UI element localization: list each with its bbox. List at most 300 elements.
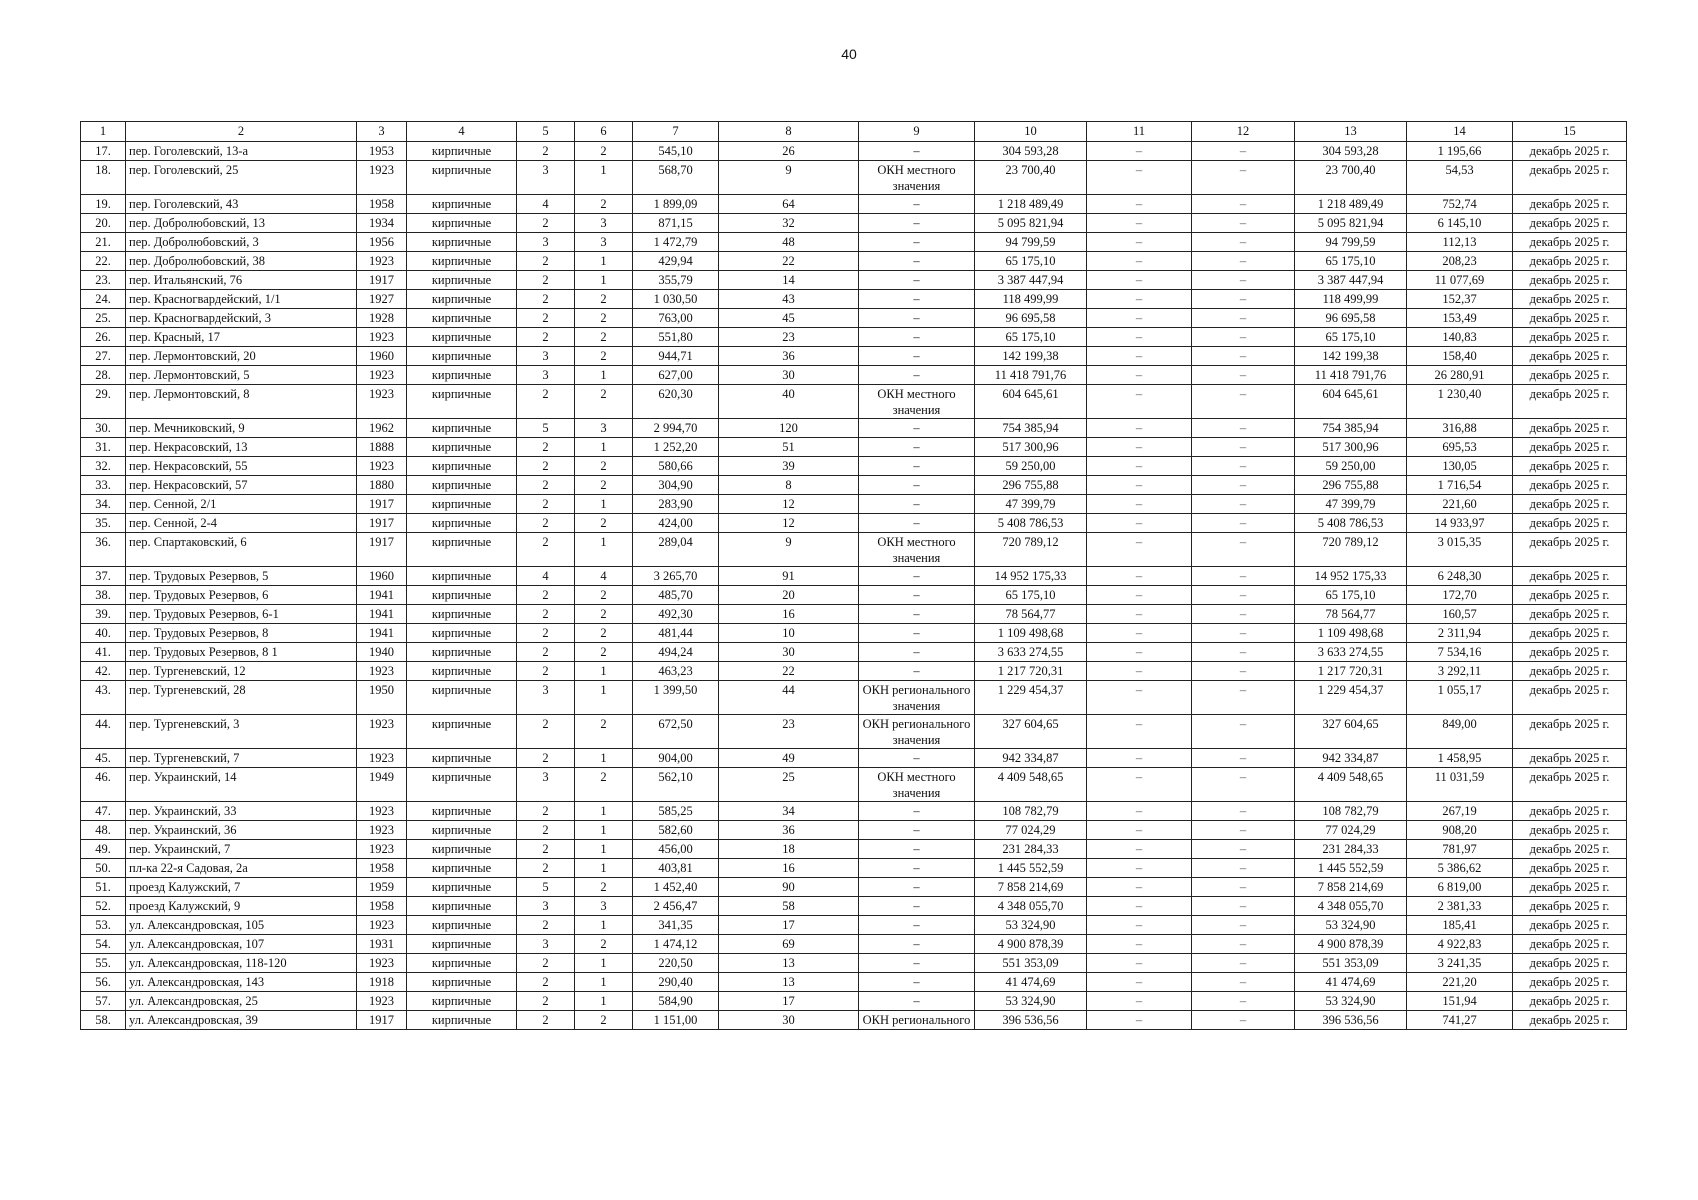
residents-cell: 26 — [719, 142, 859, 161]
wall-material-cell: кирпичные — [407, 954, 517, 973]
cost-col-12-cell: – — [1192, 605, 1295, 624]
wall-material-cell: кирпичные — [407, 309, 517, 328]
cost-total-cell: 304 593,28 — [975, 142, 1087, 161]
column-header-8: 8 — [719, 122, 859, 142]
address-cell: пер. Добролюбовский, 3 — [126, 233, 357, 252]
cost-col-12-cell: – — [1192, 662, 1295, 681]
area-cell: 429,94 — [633, 252, 719, 271]
column-header-13: 13 — [1295, 122, 1407, 142]
deadline-cell: декабрь 2025 г. — [1513, 643, 1627, 662]
floors-cell: 2 — [517, 142, 575, 161]
cost-col-12-cell: – — [1192, 419, 1295, 438]
row-number-cell: 21. — [81, 233, 126, 252]
cost-total-cell: 4 900 878,39 — [975, 935, 1087, 954]
deadline-cell: декабрь 2025 г. — [1513, 821, 1627, 840]
column-header-5: 5 — [517, 122, 575, 142]
row-number-cell: 30. — [81, 419, 126, 438]
entrances-cell: 1 — [575, 366, 633, 385]
deadline-cell: декабрь 2025 г. — [1513, 347, 1627, 366]
year-built-cell: 1923 — [357, 252, 407, 271]
area-cell: 2 994,70 — [633, 419, 719, 438]
cost-col-12-cell: – — [1192, 347, 1295, 366]
deadline-cell: декабрь 2025 г. — [1513, 161, 1627, 195]
heritage-status-cell: ОКН местного значения — [859, 768, 975, 802]
row-number-cell: 22. — [81, 252, 126, 271]
table-row — [81, 935, 1627, 954]
row-number-cell: 29. — [81, 385, 126, 419]
wall-material-cell: кирпичные — [407, 897, 517, 916]
heritage-status-cell: – — [859, 271, 975, 290]
cost-total-cell: 1 109 498,68 — [975, 624, 1087, 643]
cost-total-cell: 604 645,61 — [975, 385, 1087, 419]
entrances-cell: 2 — [575, 457, 633, 476]
deadline-cell: декабрь 2025 г. — [1513, 916, 1627, 935]
area-cell: 304,90 — [633, 476, 719, 495]
entrances-cell: 2 — [575, 347, 633, 366]
column-header-3: 3 — [357, 122, 407, 142]
heritage-status-cell: – — [859, 514, 975, 533]
cost-col-11-cell: – — [1087, 715, 1192, 749]
cost-col-11-cell: – — [1087, 533, 1192, 567]
column-header-12: 12 — [1192, 122, 1295, 142]
floors-cell: 2 — [517, 802, 575, 821]
cost-col-11-cell: – — [1087, 916, 1192, 935]
cost-col-13-cell: 1 229 454,37 — [1295, 681, 1407, 715]
floors-cell: 2 — [517, 992, 575, 1011]
cost-total-cell: 231 284,33 — [975, 840, 1087, 859]
cost-col-11-cell: – — [1087, 1011, 1192, 1030]
deadline-cell: декабрь 2025 г. — [1513, 567, 1627, 586]
deadline-cell: декабрь 2025 г. — [1513, 476, 1627, 495]
address-cell: пер. Красногвардейский, 1/1 — [126, 290, 357, 309]
row-number-cell: 31. — [81, 438, 126, 457]
row-number-cell: 26. — [81, 328, 126, 347]
cost-per-unit-cell: 172,70 — [1407, 586, 1513, 605]
residents-cell: 12 — [719, 514, 859, 533]
table-row — [81, 347, 1627, 366]
cost-total-cell: 142 199,38 — [975, 347, 1087, 366]
cost-col-12-cell: – — [1192, 1011, 1295, 1030]
deadline-cell: декабрь 2025 г. — [1513, 897, 1627, 916]
floors-cell: 2 — [517, 954, 575, 973]
wall-material-cell: кирпичные — [407, 662, 517, 681]
year-built-cell: 1923 — [357, 954, 407, 973]
deadline-cell: декабрь 2025 г. — [1513, 878, 1627, 897]
residents-cell: 18 — [719, 840, 859, 859]
cost-col-11-cell: – — [1087, 662, 1192, 681]
cost-total-cell: 1 229 454,37 — [975, 681, 1087, 715]
entrances-cell: 1 — [575, 681, 633, 715]
address-cell: пер. Тургеневский, 7 — [126, 749, 357, 768]
cost-total-cell: 77 024,29 — [975, 821, 1087, 840]
cost-col-11-cell: – — [1087, 476, 1192, 495]
area-cell: 456,00 — [633, 840, 719, 859]
entrances-cell: 2 — [575, 476, 633, 495]
deadline-cell: декабрь 2025 г. — [1513, 328, 1627, 347]
entrances-cell: 2 — [575, 715, 633, 749]
cost-col-13-cell: 1 218 489,49 — [1295, 195, 1407, 214]
cost-per-unit-cell: 695,53 — [1407, 438, 1513, 457]
year-built-cell: 1917 — [357, 271, 407, 290]
area-cell: 290,40 — [633, 973, 719, 992]
cost-per-unit-cell: 152,37 — [1407, 290, 1513, 309]
cost-per-unit-cell: 54,53 — [1407, 161, 1513, 195]
table-row — [81, 662, 1627, 681]
deadline-cell: декабрь 2025 г. — [1513, 252, 1627, 271]
heritage-status-cell: ОКН местного значения — [859, 533, 975, 567]
floors-cell: 5 — [517, 419, 575, 438]
cost-col-12-cell: – — [1192, 897, 1295, 916]
cost-col-13-cell: 5 095 821,94 — [1295, 214, 1407, 233]
cost-per-unit-cell: 26 280,91 — [1407, 366, 1513, 385]
heritage-status-cell: – — [859, 195, 975, 214]
wall-material-cell: кирпичные — [407, 840, 517, 859]
year-built-cell: 1927 — [357, 290, 407, 309]
address-cell: пер. Гоголевский, 25 — [126, 161, 357, 195]
cost-col-12-cell: – — [1192, 514, 1295, 533]
table-row — [81, 514, 1627, 533]
heritage-status-cell: – — [859, 878, 975, 897]
address-cell: пер. Лермонтовский, 8 — [126, 385, 357, 419]
row-number-cell: 40. — [81, 624, 126, 643]
cost-total-cell: 5 408 786,53 — [975, 514, 1087, 533]
area-cell: 463,23 — [633, 662, 719, 681]
address-cell: ул. Александровская, 143 — [126, 973, 357, 992]
heritage-status-cell: – — [859, 457, 975, 476]
area-cell: 485,70 — [633, 586, 719, 605]
year-built-cell: 1950 — [357, 681, 407, 715]
cost-total-cell: 65 175,10 — [975, 586, 1087, 605]
table-row — [81, 586, 1627, 605]
cost-col-13-cell: 78 564,77 — [1295, 605, 1407, 624]
entrances-cell: 4 — [575, 567, 633, 586]
area-cell: 545,10 — [633, 142, 719, 161]
cost-col-13-cell: 4 900 878,39 — [1295, 935, 1407, 954]
row-number-cell: 51. — [81, 878, 126, 897]
year-built-cell: 1923 — [357, 161, 407, 195]
row-number-cell: 55. — [81, 954, 126, 973]
row-number-cell: 52. — [81, 897, 126, 916]
floors-cell: 2 — [517, 328, 575, 347]
year-built-cell: 1959 — [357, 878, 407, 897]
heritage-status-cell: – — [859, 309, 975, 328]
entrances-cell: 1 — [575, 973, 633, 992]
residents-cell: 69 — [719, 935, 859, 954]
floors-cell: 2 — [517, 605, 575, 624]
row-number-cell: 18. — [81, 161, 126, 195]
cost-col-12-cell: – — [1192, 768, 1295, 802]
cost-total-cell: 754 385,94 — [975, 419, 1087, 438]
entrances-cell: 1 — [575, 821, 633, 840]
table-row — [81, 840, 1627, 859]
residents-cell: 49 — [719, 749, 859, 768]
cost-total-cell: 296 755,88 — [975, 476, 1087, 495]
cost-total-cell: 5 095 821,94 — [975, 214, 1087, 233]
row-number-cell: 45. — [81, 749, 126, 768]
cost-col-13-cell: 4 409 548,65 — [1295, 768, 1407, 802]
year-built-cell: 1917 — [357, 514, 407, 533]
wall-material-cell: кирпичные — [407, 992, 517, 1011]
deadline-cell: декабрь 2025 г. — [1513, 438, 1627, 457]
heritage-status-cell: – — [859, 624, 975, 643]
cost-total-cell: 47 399,79 — [975, 495, 1087, 514]
address-cell: пер. Гоголевский, 43 — [126, 195, 357, 214]
year-built-cell: 1941 — [357, 586, 407, 605]
area-cell: 403,81 — [633, 859, 719, 878]
residents-cell: 23 — [719, 715, 859, 749]
cost-per-unit-cell: 5 386,62 — [1407, 859, 1513, 878]
wall-material-cell: кирпичные — [407, 514, 517, 533]
floors-cell: 2 — [517, 662, 575, 681]
cost-col-12-cell: – — [1192, 840, 1295, 859]
cost-total-cell: 41 474,69 — [975, 973, 1087, 992]
heritage-status-cell: – — [859, 328, 975, 347]
floors-cell: 2 — [517, 1011, 575, 1030]
cost-total-cell: 1 218 489,49 — [975, 195, 1087, 214]
table-row — [81, 643, 1627, 662]
area-cell: 562,10 — [633, 768, 719, 802]
cost-col-12-cell: – — [1192, 715, 1295, 749]
cost-col-12-cell: – — [1192, 271, 1295, 290]
deadline-cell: декабрь 2025 г. — [1513, 1011, 1627, 1030]
cost-total-cell: 1 217 720,31 — [975, 662, 1087, 681]
column-header-10: 10 — [975, 122, 1087, 142]
area-cell: 584,90 — [633, 992, 719, 1011]
table-row — [81, 954, 1627, 973]
area-cell: 551,80 — [633, 328, 719, 347]
floors-cell: 2 — [517, 476, 575, 495]
year-built-cell: 1941 — [357, 605, 407, 624]
year-built-cell: 1880 — [357, 476, 407, 495]
table-row — [81, 768, 1627, 802]
cost-per-unit-cell: 130,05 — [1407, 457, 1513, 476]
cost-col-11-cell: – — [1087, 859, 1192, 878]
cost-col-12-cell: – — [1192, 586, 1295, 605]
heritage-status-cell: – — [859, 567, 975, 586]
row-number-cell: 58. — [81, 1011, 126, 1030]
area-cell: 1 030,50 — [633, 290, 719, 309]
row-number-cell: 24. — [81, 290, 126, 309]
cost-col-13-cell: 304 593,28 — [1295, 142, 1407, 161]
deadline-cell: декабрь 2025 г. — [1513, 142, 1627, 161]
address-cell: пер. Украинский, 33 — [126, 802, 357, 821]
address-cell: пер. Некрасовский, 57 — [126, 476, 357, 495]
floors-cell: 2 — [517, 214, 575, 233]
entrances-cell: 2 — [575, 605, 633, 624]
floors-cell: 4 — [517, 567, 575, 586]
cost-total-cell: 65 175,10 — [975, 328, 1087, 347]
cost-total-cell: 96 695,58 — [975, 309, 1087, 328]
residents-cell: 44 — [719, 681, 859, 715]
wall-material-cell: кирпичные — [407, 802, 517, 821]
cost-col-12-cell: – — [1192, 495, 1295, 514]
heritage-status-cell: ОКН местного значения — [859, 161, 975, 195]
deadline-cell: декабрь 2025 г. — [1513, 533, 1627, 567]
area-cell: 568,70 — [633, 161, 719, 195]
address-cell: проезд Калужский, 7 — [126, 878, 357, 897]
residents-cell: 16 — [719, 859, 859, 878]
residents-cell: 39 — [719, 457, 859, 476]
heritage-status-cell: – — [859, 973, 975, 992]
table-row — [81, 419, 1627, 438]
cost-total-cell: 53 324,90 — [975, 992, 1087, 1011]
cost-col-13-cell: 65 175,10 — [1295, 252, 1407, 271]
residents-cell: 48 — [719, 233, 859, 252]
row-number-cell: 38. — [81, 586, 126, 605]
cost-per-unit-cell: 160,57 — [1407, 605, 1513, 624]
cost-col-12-cell: – — [1192, 438, 1295, 457]
cost-col-11-cell: – — [1087, 347, 1192, 366]
address-cell: пер. Добролюбовский, 38 — [126, 252, 357, 271]
deadline-cell: декабрь 2025 г. — [1513, 840, 1627, 859]
cost-col-12-cell: – — [1192, 476, 1295, 495]
heritage-status-cell: – — [859, 897, 975, 916]
cost-total-cell: 4 348 055,70 — [975, 897, 1087, 916]
row-number-cell: 50. — [81, 859, 126, 878]
column-number-row — [81, 122, 1627, 142]
row-number-cell: 28. — [81, 366, 126, 385]
cost-col-11-cell: – — [1087, 821, 1192, 840]
heritage-status-cell: – — [859, 821, 975, 840]
heritage-status-cell: ОКН регионального значения — [859, 681, 975, 715]
heritage-status-cell: – — [859, 252, 975, 271]
cost-total-cell: 3 387 447,94 — [975, 271, 1087, 290]
table-row — [81, 290, 1627, 309]
cost-col-13-cell: 65 175,10 — [1295, 328, 1407, 347]
address-cell: пер. Трудовых Резервов, 5 — [126, 567, 357, 586]
entrances-cell: 1 — [575, 859, 633, 878]
residents-cell: 43 — [719, 290, 859, 309]
row-number-cell: 25. — [81, 309, 126, 328]
cost-col-11-cell: – — [1087, 567, 1192, 586]
residents-cell: 22 — [719, 662, 859, 681]
area-cell: 220,50 — [633, 954, 719, 973]
cost-total-cell: 94 799,59 — [975, 233, 1087, 252]
row-number-cell: 17. — [81, 142, 126, 161]
entrances-cell: 1 — [575, 802, 633, 821]
cost-col-12-cell: – — [1192, 309, 1295, 328]
area-cell: 492,30 — [633, 605, 719, 624]
wall-material-cell: кирпичные — [407, 768, 517, 802]
column-header-7: 7 — [633, 122, 719, 142]
heritage-status-cell: ОКН местного значения — [859, 385, 975, 419]
floors-cell: 3 — [517, 768, 575, 802]
cost-col-13-cell: 396 536,56 — [1295, 1011, 1407, 1030]
cost-col-13-cell: 96 695,58 — [1295, 309, 1407, 328]
floors-cell: 3 — [517, 935, 575, 954]
address-cell: пер. Трудовых Резервов, 6 — [126, 586, 357, 605]
area-cell: 481,44 — [633, 624, 719, 643]
table-row — [81, 821, 1627, 840]
area-cell: 1 452,40 — [633, 878, 719, 897]
heritage-status-cell: – — [859, 840, 975, 859]
entrances-cell: 2 — [575, 643, 633, 662]
cost-col-11-cell: – — [1087, 749, 1192, 768]
entrances-cell: 1 — [575, 495, 633, 514]
cost-per-unit-cell: 1 458,95 — [1407, 749, 1513, 768]
wall-material-cell: кирпичные — [407, 233, 517, 252]
cost-col-11-cell: – — [1087, 605, 1192, 624]
cost-col-11-cell: – — [1087, 681, 1192, 715]
wall-material-cell: кирпичные — [407, 252, 517, 271]
cost-col-11-cell: – — [1087, 290, 1192, 309]
year-built-cell: 1949 — [357, 768, 407, 802]
row-number-cell: 49. — [81, 840, 126, 859]
entrances-cell: 2 — [575, 385, 633, 419]
cost-per-unit-cell: 316,88 — [1407, 419, 1513, 438]
area-cell: 1 472,79 — [633, 233, 719, 252]
cost-col-13-cell: 4 348 055,70 — [1295, 897, 1407, 916]
year-built-cell: 1958 — [357, 897, 407, 916]
area-cell: 355,79 — [633, 271, 719, 290]
area-cell: 580,66 — [633, 457, 719, 476]
residents-cell: 13 — [719, 954, 859, 973]
cost-per-unit-cell: 3 015,35 — [1407, 533, 1513, 567]
wall-material-cell: кирпичные — [407, 271, 517, 290]
cost-col-13-cell: 41 474,69 — [1295, 973, 1407, 992]
heritage-status-cell: – — [859, 233, 975, 252]
table-row — [81, 681, 1627, 715]
cost-col-11-cell: – — [1087, 897, 1192, 916]
address-cell: пер. Итальянский, 76 — [126, 271, 357, 290]
area-cell: 904,00 — [633, 749, 719, 768]
floors-cell: 2 — [517, 290, 575, 309]
deadline-cell: декабрь 2025 г. — [1513, 457, 1627, 476]
table-row — [81, 802, 1627, 821]
heritage-status-cell: – — [859, 214, 975, 233]
cost-total-cell: 551 353,09 — [975, 954, 1087, 973]
floors-cell: 5 — [517, 878, 575, 897]
area-cell: 672,50 — [633, 715, 719, 749]
cost-per-unit-cell: 1 195,66 — [1407, 142, 1513, 161]
cost-col-11-cell: – — [1087, 768, 1192, 802]
heritage-status-cell: – — [859, 586, 975, 605]
wall-material-cell: кирпичные — [407, 973, 517, 992]
address-cell: пер. Спартаковский, 6 — [126, 533, 357, 567]
floors-cell: 2 — [517, 973, 575, 992]
cost-per-unit-cell: 267,19 — [1407, 802, 1513, 821]
wall-material-cell: кирпичные — [407, 195, 517, 214]
area-cell: 585,25 — [633, 802, 719, 821]
cost-col-12-cell: – — [1192, 954, 1295, 973]
cost-col-13-cell: 59 250,00 — [1295, 457, 1407, 476]
residents-cell: 8 — [719, 476, 859, 495]
residents-cell: 23 — [719, 328, 859, 347]
wall-material-cell: кирпичные — [407, 586, 517, 605]
cost-col-13-cell: 3 387 447,94 — [1295, 271, 1407, 290]
deadline-cell: декабрь 2025 г. — [1513, 802, 1627, 821]
area-cell: 3 265,70 — [633, 567, 719, 586]
entrances-cell: 2 — [575, 514, 633, 533]
floors-cell: 2 — [517, 495, 575, 514]
wall-material-cell: кирпичные — [407, 935, 517, 954]
wall-material-cell: кирпичные — [407, 605, 517, 624]
address-cell: пер. Украинский, 14 — [126, 768, 357, 802]
wall-material-cell: кирпичные — [407, 328, 517, 347]
table-row — [81, 992, 1627, 1011]
cost-col-11-cell: – — [1087, 419, 1192, 438]
cost-col-13-cell: 23 700,40 — [1295, 161, 1407, 195]
floors-cell: 3 — [517, 161, 575, 195]
wall-material-cell: кирпичные — [407, 624, 517, 643]
cost-col-13-cell: 551 353,09 — [1295, 954, 1407, 973]
area-cell: 1 474,12 — [633, 935, 719, 954]
address-cell: пер. Лермонтовский, 5 — [126, 366, 357, 385]
table-row — [81, 624, 1627, 643]
floors-cell: 3 — [517, 347, 575, 366]
cost-col-13-cell: 142 199,38 — [1295, 347, 1407, 366]
address-cell: пер. Тургеневский, 3 — [126, 715, 357, 749]
